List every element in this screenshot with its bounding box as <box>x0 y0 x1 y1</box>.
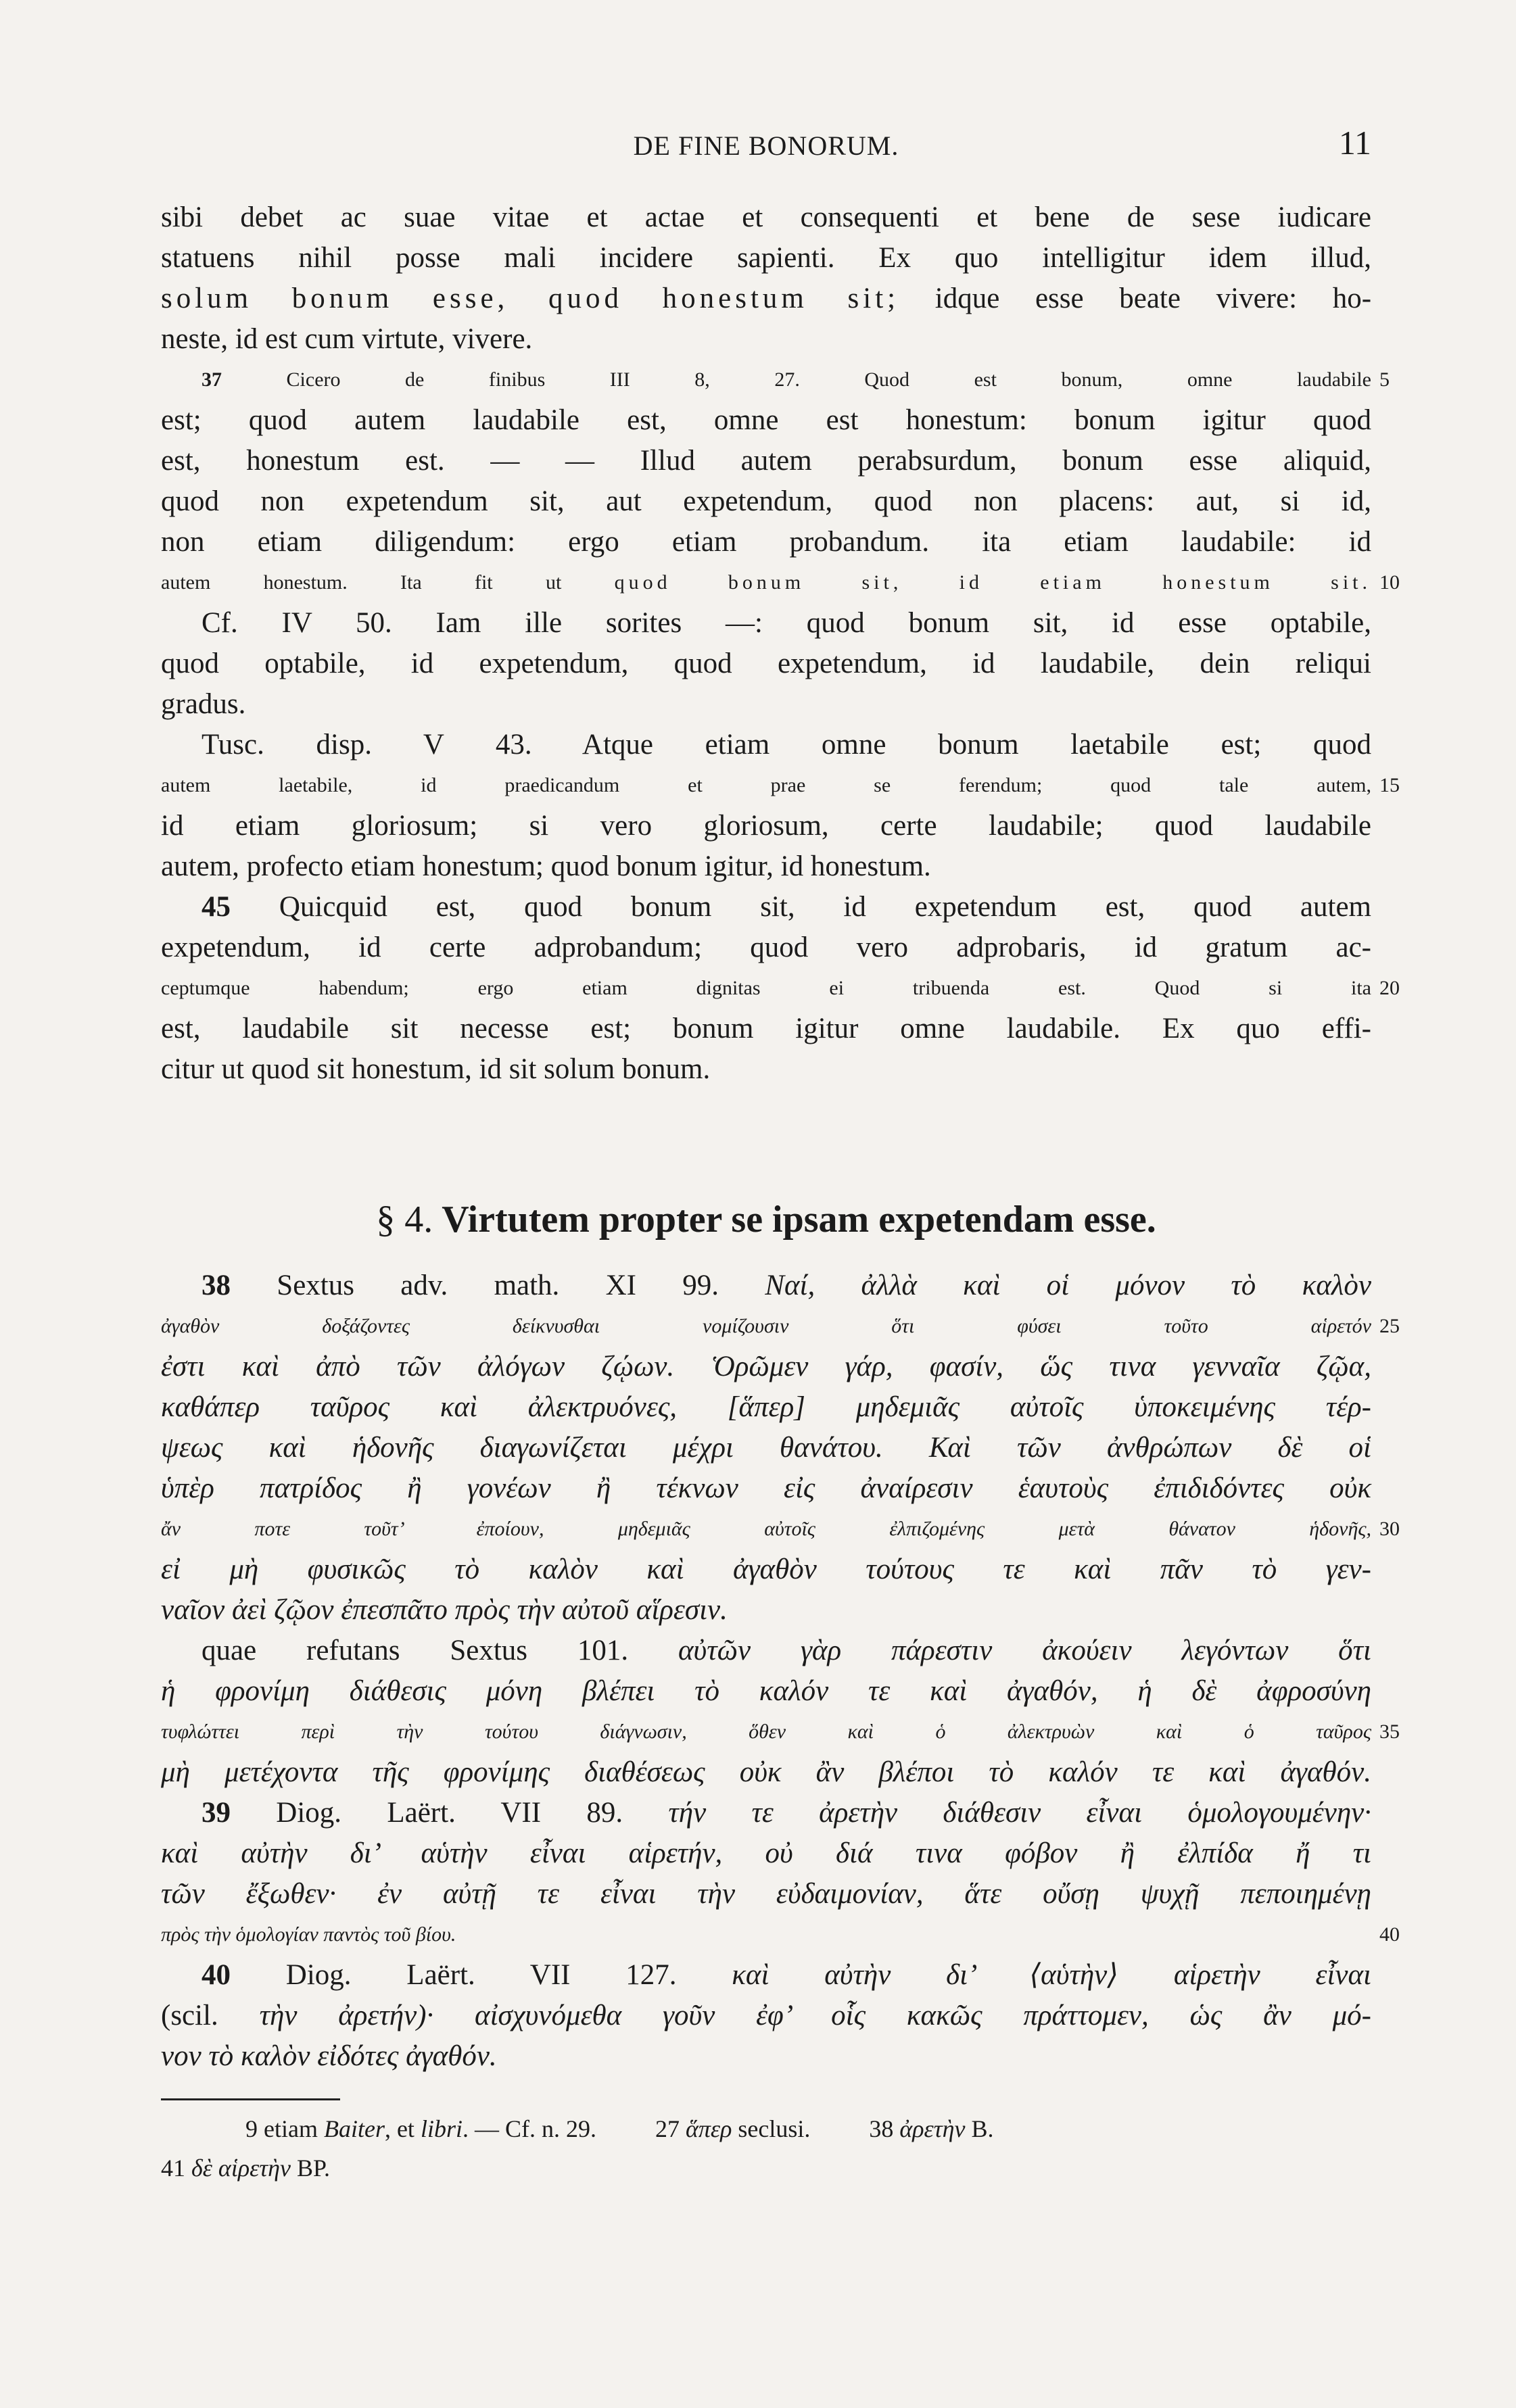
text-line: id etiam gloriosum; si vero gloriosum, certe laudabile; quod laudabile <box>161 810 1371 842</box>
line-number: 10 <box>1379 571 1400 594</box>
text-line: 40 Diog. Laërt. VII 127. καὶ αὐτὴν δι’ ⟨αὑτὴν⟩ αἱρετὴν εἶναι <box>202 1959 1372 1991</box>
line-number: 15 <box>1379 774 1400 796</box>
text-line: (scil. τὴν ἀρετήν)· αἰσχυνόμεθα γοῦν ἐφ’ οἷς κακῶς πράττομεν, ὡς ἂν μό- <box>161 2000 1371 2031</box>
text-line: 45 Quicquid est, quod bonum sit, id expetendum est, quod autem <box>202 891 1371 923</box>
text-line: est, honestum est. — — Illud autem perabsurdum, bonum esse aliquid, <box>161 445 1371 477</box>
fragment-number: 38 <box>202 1270 231 1301</box>
text-line: 38 Sextus adv. math. XI 99. Ναί, ἀλλὰ καὶ οἱ μόνον τὸ καλὸν <box>202 1270 1371 1301</box>
line-number: 30 <box>1379 1518 1400 1540</box>
text-line: quod optabile, id expetendum, quod expetendum, id laudabile, dein reliqui <box>161 648 1371 679</box>
text-line: ναῖον ἀεὶ ζῷον ἐπεσπᾶτο πρὸς τὴν αὐτοῦ αἵρεσιν. <box>161 1594 728 1626</box>
text-line: quod non expetendum sit, aut expetendum, quod non placens: aut, si id, <box>161 485 1371 517</box>
text-line: sibi debet ac suae vitae et actae et consequenti et bene de sese iudicare <box>161 201 1371 233</box>
spaced-emphasis: quod bonum sit, id etiam honestum sit. <box>614 571 1371 594</box>
line-number: 35 <box>1379 1720 1400 1743</box>
text-line: est, laudabile sit necesse est; bonum igitur omne laudabile. Ex quo effi- <box>161 1013 1371 1044</box>
text-line: ceptumque habendum; ergo etiam dignitas ei tribuenda est. Quod si ita 20 <box>161 968 1371 1009</box>
fragment-number: 40 <box>202 1959 231 1991</box>
text-line: ἄν ποτε τοῦτ’ ἐποίουν, μηδεμιᾶς αὐτοῖς ἐλπιζομένης μετὰ θάνατον ἡδονῆς, 30 <box>161 1509 1371 1549</box>
text-line: autem laetabile, id praedicandum et prae se ferendum; quod tale autem, 15 <box>161 765 1371 806</box>
page-number: 11 <box>1338 124 1371 162</box>
text-line: καὶ αὐτὴν δι’ αὑτὴν εἶναι αἱρετήν, οὐ διά τινα φόβον ἢ ἐλπίδα ἤ τι <box>161 1837 1371 1869</box>
text-line: gradus. <box>161 688 246 720</box>
text-line: solum bonum esse, quod honestum sit; idque esse beate vivere: ho- <box>161 283 1372 314</box>
text-line: autem honestum. Ita fit ut quod bonum sit, id etiam honestum sit. 10 <box>161 562 1371 603</box>
greek-quotations <box>161 1266 1400 2077</box>
text-line: τῶν ἔξωθεν· ἐν αὐτῇ τε εἶναι τὴν εὐδαιμονίαν, ἅτε οὔσῃ ψυχῇ πεποιημένῃ <box>161 1878 1371 1910</box>
text-line: neste, id est cum virtute, vivere. <box>161 323 533 355</box>
text-line: πρὸς τὴν ὁμολογίαν παντὸς τοῦ βίου. 40 <box>161 1915 1371 1955</box>
text-line: est; quod autem laudabile est, omne est honestum: bonum igitur quod <box>161 404 1371 436</box>
text-line: 37 Cicero de finibus III 8, 27. Quod est bonum, omne laudabile 5 <box>161 360 1371 400</box>
text-line: ἡ φρονίμη διάθεσις μόνη βλέπει τὸ καλόν τε καὶ ἀγαθόν, ἡ δὲ ἀφροσύνη <box>161 1675 1371 1707</box>
line-number: 5 <box>1379 368 1390 391</box>
section-heading <box>161 1198 1371 1241</box>
text-line: εἰ μὴ φυσικῶς τὸ καλὸν καὶ ἀγαθὸν τούτους τε καὶ πᾶν τὸ γεν- <box>161 1554 1371 1585</box>
section-title: Virtutem propter se ipsam expetendam esse. <box>433 1199 1156 1241</box>
line-number: 20 <box>1379 977 1400 999</box>
fragment-number: 39 <box>202 1797 231 1829</box>
text-line: νον τὸ καλὸν εἰδότες ἀγαθόν. <box>161 2040 497 2072</box>
running-head: DE FINE BONORUM. <box>633 130 899 161</box>
footnote-rule <box>161 2098 340 2100</box>
page-header <box>161 123 1371 170</box>
text-line: ἐστι καὶ ἀπὸ τῶν ἀλόγων ζῴων. Ὁρῶμεν γάρ, φασίν, ὥς τινα γενναῖα ζῷα, <box>161 1351 1371 1382</box>
line-number: 25 <box>1379 1315 1400 1337</box>
text-line: καθάπερ ταῦρος καὶ ἀλεκτρυόνες, [ἅπερ] μηδεμιᾶς αὐτοῖς ὑποκειμένης τέρ- <box>161 1391 1371 1423</box>
footnote-line: 9 etiam Baiter, et libri. — Cf. n. 29. 27 ἅπερ seclusi. 38 ἀρετὴν B. <box>245 2115 994 2142</box>
fragment-number: 37 <box>202 368 222 391</box>
text-line: autem, profecto etiam honestum; quod bonum igitur, id honestum. <box>161 850 931 882</box>
text-line: Cf. IV 50. Iam ille sorites —: quod bonum sit, id esse optabile, <box>202 607 1371 639</box>
section-symbol: § 4. <box>376 1199 433 1241</box>
footnote-line: 41 δὲ αἱρετὴν BP. <box>161 2154 331 2182</box>
text-line: non etiam diligendum: ergo etiam probandum. ita etiam laudabile: id <box>161 526 1371 558</box>
text-line: expetendum, id certe adprobandum; quod vero adprobaris, id gratum ac- <box>161 932 1371 963</box>
main-text <box>161 197 1400 2072</box>
text-line: statuens nihil posse mali incidere sapienti. Ex quo intelligitur idem illud, <box>161 242 1371 274</box>
text-line: 39 Diog. Laërt. VII 89. τήν τε ἀρετὴν διάθεσιν εἶναι ὁμολογουμένην· <box>202 1797 1372 1829</box>
text-line: ὑπὲρ πατρίδος ἢ γονέων ἢ τέκνων εἰς ἀναίρεσιν ἑαυτοὺς ἐπιδιδόντες οὐκ <box>161 1472 1371 1504</box>
text-line: citur ut quod sit honestum, id sit solum bonum. <box>161 1053 711 1085</box>
text-line: Tusc. disp. V 43. Atque etiam omne bonum laetabile est; quod <box>202 729 1371 761</box>
text-line: τυφλώττει περὶ τὴν τούτου διάγνωσιν, ὅθεν καὶ ὁ ἀλεκτρυὼν καὶ ὁ ταῦρος 35 <box>161 1712 1371 1752</box>
text-line: μὴ μετέχοντα τῆς φρονίμης διαθέσεως οὐκ ἂν βλέποι τὸ καλόν τε καὶ ἀγαθόν. <box>161 1756 1371 1788</box>
spaced-emphasis: solum bonum esse, quod honestum sit; <box>161 283 900 314</box>
text-line: ψεως καὶ ἡδονῆς διαγωνίζεται μέχρι θανάτου. Καὶ τῶν ἀνθρώπων δὲ οἱ <box>161 1432 1371 1464</box>
text-line: quae refutans Sextus 101. αὐτῶν γὰρ πάρεστιν ἀκούειν λεγόντων ὅτι <box>202 1635 1371 1666</box>
footnotes <box>161 2109 1371 2188</box>
fragment-number: 45 <box>202 891 231 923</box>
line-number: 40 <box>1379 1923 1400 1946</box>
text-line: ἀγαθὸν δοξάζοντες δείκνυσθαι νομίζουσιν ὅτι φύσει τοῦτο αἱρετόν 25 <box>161 1306 1371 1347</box>
